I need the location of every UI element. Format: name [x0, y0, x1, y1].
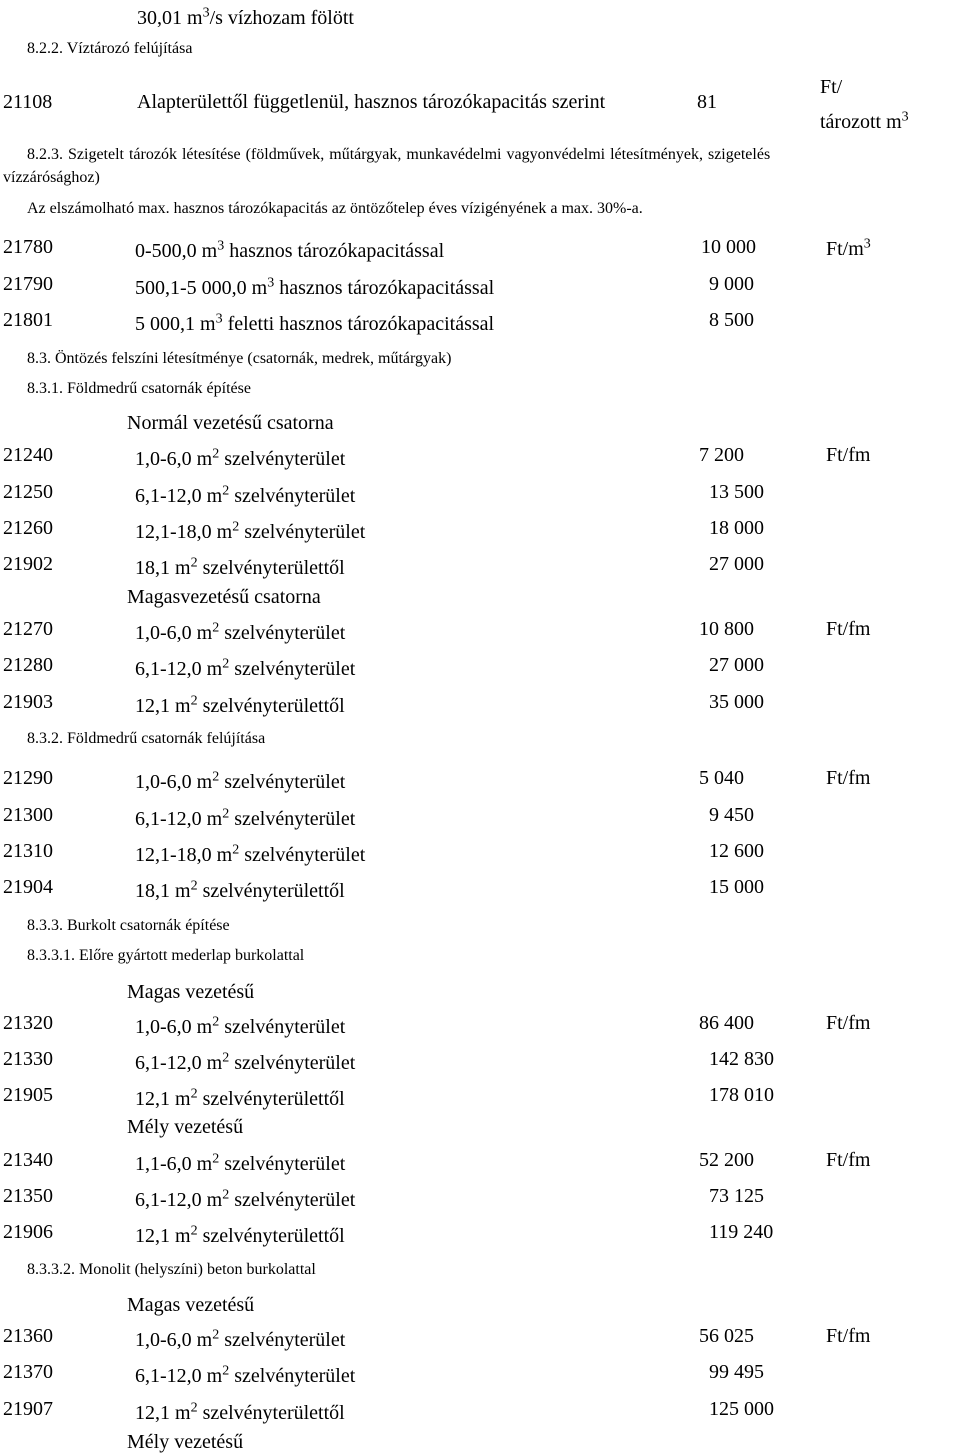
row-code: 21903 — [3, 691, 53, 713]
section-831-heading: 8.3.1. Földmedrű csatornák építése — [27, 380, 251, 397]
row-description — [135, 446, 346, 470]
row-price: 125 000 — [709, 1398, 774, 1420]
row-unit: Ft/fm — [826, 618, 871, 640]
description-text: 12,1-18,0 m — [135, 521, 233, 543]
exponent: 3 — [215, 311, 223, 327]
row-price: 15 000 — [709, 876, 764, 898]
row-price: 81 — [697, 91, 717, 113]
row-description — [135, 1050, 356, 1074]
subheading-magas: Magasvezetésű csatorna — [127, 586, 321, 608]
row-price: 18 000 — [709, 517, 764, 539]
row-description — [135, 519, 366, 543]
subheading-mely-vezetesu: Mély vezetésű — [127, 1116, 244, 1138]
description-text: szelvényterület — [229, 1365, 356, 1387]
description-text: hasznos tározókapacitással — [224, 240, 445, 262]
description-text: 6,1-12,0 m — [135, 1189, 223, 1211]
description-text: szelvényterület — [229, 1189, 356, 1211]
description-text: 12,1-18,0 m — [135, 844, 233, 866]
row-code: 21360 — [3, 1325, 53, 1347]
row-price: 56 025 — [699, 1325, 754, 1347]
row-code: 21290 — [3, 767, 53, 789]
row-price: 10 000 — [701, 236, 756, 258]
row-price: 178 010 — [709, 1084, 774, 1106]
row-price: 9 000 — [709, 273, 754, 295]
row-description — [135, 620, 346, 644]
row-price: 9 450 — [709, 804, 754, 826]
description-text: 12,1 m — [135, 695, 191, 717]
row-code: 21320 — [3, 1012, 53, 1034]
section-823-note: Az elszámolható max. hasznos tározókapacitás az öntözőtelep éves vízigényének a max. 30%-a. — [27, 200, 643, 217]
description-text: szelvényterülettől — [197, 880, 345, 902]
row-description — [135, 693, 345, 717]
row-description — [135, 275, 495, 299]
description-text: 12,1 m — [135, 1225, 191, 1247]
exponent: 2 — [212, 769, 220, 785]
description-text: 18,1 m — [135, 557, 191, 579]
exponent: 2 — [190, 555, 198, 571]
row-code: 21260 — [3, 517, 53, 539]
row-price: 27 000 — [709, 654, 764, 676]
row-description — [135, 483, 356, 507]
exponent: 2 — [190, 1400, 198, 1416]
row-description — [135, 1187, 356, 1211]
row-unit-line2: tározott $m^3$ — [820, 109, 909, 133]
description-text: szelvényterület — [219, 1329, 346, 1351]
row-unit-line1: Ft/ — [820, 76, 843, 98]
description-text: 6,1-12,0 m — [135, 658, 223, 680]
row-code: 21790 — [3, 273, 53, 295]
row-code: 21370 — [3, 1361, 53, 1383]
row-description — [135, 1151, 346, 1175]
subheading-normal: Normál vezetésű csatorna — [127, 412, 334, 434]
exponent: 2 — [212, 1151, 220, 1167]
row-price: 35 000 — [709, 691, 764, 713]
description-text: 6,1-12,0 m — [135, 1365, 223, 1387]
exponent: 2 — [190, 693, 198, 709]
row-code: 21240 — [3, 444, 53, 466]
row-description — [135, 311, 495, 335]
top-line-vizhozam: 30,01 $m^3/s$ vízhozam fölött — [137, 5, 354, 29]
description-text: 1,0-6,0 m — [135, 448, 213, 470]
description-text: 6,1-12,0 m — [135, 1052, 223, 1074]
row-price: 142 830 — [709, 1048, 774, 1070]
description-text: szelvényterülettől — [197, 1088, 345, 1110]
section-8331-heading: 8.3.3.1. Előre gyártott mederlap burkolattal — [27, 947, 305, 964]
exponent: 3 — [267, 275, 275, 291]
exponent: 2 — [212, 1327, 220, 1343]
description-text: szelvényterület — [219, 1016, 346, 1038]
subheading-mely-vezetesu: Mély vezetésű — [127, 1431, 244, 1453]
exponent: 2 — [190, 878, 198, 894]
unit-text: Ft/m — [826, 238, 864, 260]
row-description — [135, 1086, 345, 1110]
row-price: 7 200 — [699, 444, 744, 466]
row-description — [135, 1363, 356, 1387]
row-price: 8 500 — [709, 309, 754, 331]
row-code: 21340 — [3, 1149, 53, 1171]
row-unit: Ft/fm — [826, 444, 871, 466]
row-description — [135, 1400, 345, 1424]
description-text: 1,0-6,0 m — [135, 1329, 213, 1351]
section-83-heading: 8.3. Öntözés felszíni létesítménye (csatornák, medrek, műtárgyak) — [27, 350, 452, 367]
description-text: 1,0-6,0 m — [135, 771, 213, 793]
row-price: 5 040 — [699, 767, 744, 789]
description-text: hasznos tározókapacitással — [274, 277, 495, 299]
row-description — [135, 656, 356, 680]
description-text: 0-500,0 m — [135, 240, 218, 262]
row-code: 21300 — [3, 804, 53, 826]
row-description — [135, 769, 346, 793]
row-description: Alapterülettől függetlenül, hasznos tározókapacitás szerint — [137, 91, 606, 113]
description-text: 6,1-12,0 m — [135, 485, 223, 507]
section-832-heading: 8.3.2. Földmedrű csatornák felújítása — [27, 730, 266, 747]
row-description — [135, 1014, 346, 1038]
exponent: 2 — [212, 620, 220, 636]
row-price: 99 495 — [709, 1361, 764, 1383]
row-code: 21780 — [3, 236, 53, 258]
exponent: 2 — [222, 1363, 230, 1379]
section-822-heading: 8.2.2. Víztározó felújítása — [27, 40, 193, 57]
row-unit: Ft/fm — [826, 1012, 871, 1034]
exponent: 2 — [222, 806, 230, 822]
exponent: 2 — [222, 483, 230, 499]
subheading-magas-vezetesu: Magas vezetésű — [127, 1294, 255, 1316]
exponent: 2 — [232, 842, 240, 858]
row-code: 21108 — [3, 91, 53, 113]
row-code: 21350 — [3, 1185, 53, 1207]
description-text: szelvényterület — [229, 485, 356, 507]
row-price: 73 125 — [709, 1185, 764, 1207]
subheading-magas-vezetesu: Magas vezetésű — [127, 981, 255, 1003]
description-text: 1,0-6,0 m — [135, 1016, 213, 1038]
row-code: 21250 — [3, 481, 53, 503]
row-code: 21902 — [3, 553, 53, 575]
exponent: 2 — [190, 1223, 198, 1239]
row-code: 21280 — [3, 654, 53, 676]
row-description — [135, 238, 445, 262]
description-text: 500,1-5 000,0 m — [135, 277, 268, 299]
row-price: 13 500 — [709, 481, 764, 503]
row-code: 21906 — [3, 1221, 53, 1243]
description-text: szelvényterület — [219, 448, 346, 470]
description-text: szelvényterület — [219, 771, 346, 793]
description-text: szelvényterület — [219, 1153, 346, 1175]
exponent: 2 — [222, 1187, 230, 1203]
row-code: 21310 — [3, 840, 53, 862]
description-text: szelvényterület — [229, 658, 356, 680]
exponent: 2 — [232, 519, 240, 535]
description-text: 5 000,1 m — [135, 313, 216, 335]
exponent: 2 — [222, 1050, 230, 1066]
section-8332-heading: 8.3.3.2. Monolit (helyszíni) beton burkolattal — [27, 1261, 316, 1278]
description-text: szelvényterület — [239, 844, 366, 866]
row-code: 21905 — [3, 1084, 53, 1106]
description-text: szelvényterülettől — [197, 557, 345, 579]
row-price: 119 240 — [709, 1221, 774, 1243]
exponent: 2 — [222, 656, 230, 672]
row-code: 21270 — [3, 618, 53, 640]
description-text: 1,0-6,0 m — [135, 622, 213, 644]
section-823-heading: 8.2.3. Szigetelt tározók létesítése (földművek, műtárgyak, munkavédelmi vagyonvédelmi létesítmények, szigetelés — [27, 146, 771, 163]
description-text: szelvényterület — [229, 808, 356, 830]
description-text: 12,1 m — [135, 1402, 191, 1424]
description-text: 12,1 m — [135, 1088, 191, 1110]
exponent: 3 — [217, 238, 225, 254]
row-price: 10 800 — [699, 618, 754, 640]
row-price: 52 200 — [699, 1149, 754, 1171]
description-text: szelvényterülettől — [197, 1402, 345, 1424]
description-text: szelvényterület — [219, 622, 346, 644]
exponent: 2 — [212, 446, 220, 462]
description-text: szelvényterülettől — [197, 695, 345, 717]
row-code: 21907 — [3, 1398, 53, 1420]
row-unit — [826, 236, 871, 260]
exponent: 2 — [212, 1014, 220, 1030]
row-price: 86 400 — [699, 1012, 754, 1034]
row-description — [135, 555, 345, 579]
row-unit: Ft/fm — [826, 1149, 871, 1171]
row-code: 21904 — [3, 876, 53, 898]
row-code: 21330 — [3, 1048, 53, 1070]
description-text: szelvényterület — [229, 1052, 356, 1074]
description-text: 18,1 m — [135, 880, 191, 902]
row-code: 21801 — [3, 309, 53, 331]
row-unit: Ft/fm — [826, 1325, 871, 1347]
description-text: 6,1-12,0 m — [135, 808, 223, 830]
row-description — [135, 842, 366, 866]
row-description — [135, 1223, 345, 1247]
row-unit: Ft/fm — [826, 767, 871, 789]
description-text: szelvényterület — [239, 521, 366, 543]
row-price: 12 600 — [709, 840, 764, 862]
row-description — [135, 1327, 346, 1351]
section-833-heading: 8.3.3. Burkolt csatornák építése — [27, 917, 230, 934]
description-text: 1,1-6,0 m — [135, 1153, 213, 1175]
description-text: szelvényterülettől — [197, 1225, 345, 1247]
exponent: 3 — [863, 236, 871, 252]
description-text: feletti hasznos tározókapacitással — [222, 313, 495, 335]
row-price: 27 000 — [709, 553, 764, 575]
row-description — [135, 878, 345, 902]
row-description — [135, 806, 356, 830]
section-823-heading-cont: vízzárósághoz) — [3, 169, 100, 186]
exponent: 2 — [190, 1086, 198, 1102]
